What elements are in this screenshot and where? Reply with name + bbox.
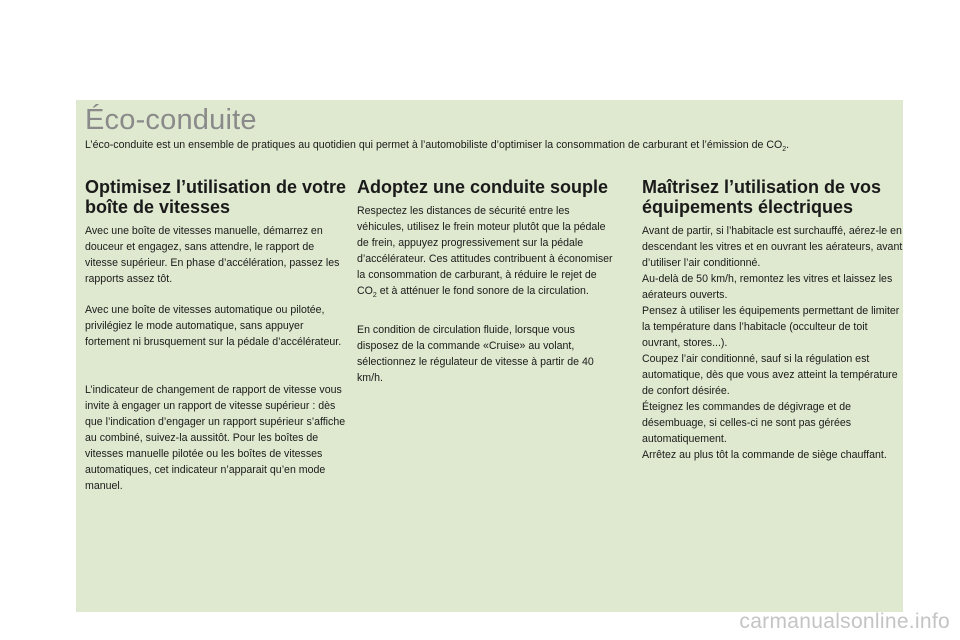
page-title: Éco-conduite xyxy=(85,104,257,136)
smooth-driving-section xyxy=(357,177,619,386)
manual-gearbox-paragraph: Avec une boîte de vitesses manuelle, démarrez en douceur et engagez, sans attendre, le rapport de vitesse supérieur. En phase d’accélération, passez les rapports assez tôt. xyxy=(85,225,340,285)
gearbox-heading: Optimisez l’utilisation de votre boîte de vitesses xyxy=(85,177,347,217)
intro-paragraph xyxy=(85,138,895,157)
gear-indicator-paragraph: L’indicateur de changement de rapport de vitesse vous invite à engager un rapport de vitesse supérieur : dès que l’indication d’engager un rapport supérieur s’affiche au combiné, suivez-la aussitôt. Pour les boîtes de vitesses manuelle pilotée ou les boîtes de vitesses automatiques, cet indicateur n’apparait qu’en mode manuel. xyxy=(85,384,346,492)
co2-subscript: 2 xyxy=(372,292,377,299)
automatic-gearbox-paragraph: Avec une boîte de vitesses automatique ou pilotée, privilégiez le mode automatique, sans appuyer fortement ni brusquement sur la pédale d’accélérateur. xyxy=(85,304,342,348)
tip-line: Pensez à utiliser les équipements permettant de limiter la température dans l’habitacle (occulteur de toit ouvrant, stores...). xyxy=(642,305,900,349)
tip-line: Coupez l’air conditionné, sauf si la régulation est automatique, dès que vous avez atteint la température de confort désirée. xyxy=(642,353,898,397)
gearbox-section xyxy=(85,177,347,494)
cruise-control-paragraph: En condition de circulation fluide, lorsque vous disposez de la commande «Cruise» au volant, sélectionnez le régulateur de vitesse à partir de 40 km/h. xyxy=(357,324,594,384)
watermark: carmanualsonline.info xyxy=(739,610,950,633)
electrical-equipment-section xyxy=(642,177,904,463)
tip-line: Au-delà de 50 km/h, remontez les vitres et laissez les aérateurs ouverts. xyxy=(642,273,893,301)
intro-end: . xyxy=(786,139,790,151)
intro-text: L’éco-conduite est un ensemble de pratiques au quotidien qui permet à l’automobiliste d’optimiser la consommation de carburant et l’émission de CO xyxy=(85,139,783,151)
electrical-equipment-heading: Maîtrisez l’utilisation de vos équipements électriques xyxy=(642,177,882,217)
safety-distance-text-end: et à atténuer le fond sonore de la circulation. xyxy=(376,285,589,297)
tip-line: Arrêtez au plus tôt la commande de siège chauffant. xyxy=(642,449,887,461)
safety-distance-paragraph xyxy=(357,203,619,304)
tip-line: Avant de partir, si l’habitacle est surchauffé, aérez-le en descendant les vitres et en ouvrant les aérateurs, avant d’utiliser l’air conditionné. xyxy=(642,225,903,269)
tip-line: Éteignez les commandes de dégivrage et de désembuage, si celles-ci ne sont pas gérées automatiquement. xyxy=(642,401,852,445)
smooth-driving-heading: Adoptez une conduite souple xyxy=(357,177,608,197)
intro-subscript: 2 xyxy=(782,146,787,153)
electrical-equipment-paragraph xyxy=(642,223,904,463)
safety-distance-text: Respectez les distances de sécurité entre les véhicules, utilisez le frein moteur plutôt que la pédale de frein, appuyez progressivement sur la pédale d’accélérateur. Ces attitudes contribuent à économiser la consommation de carburant, à réduire le rejet de CO xyxy=(357,205,613,297)
